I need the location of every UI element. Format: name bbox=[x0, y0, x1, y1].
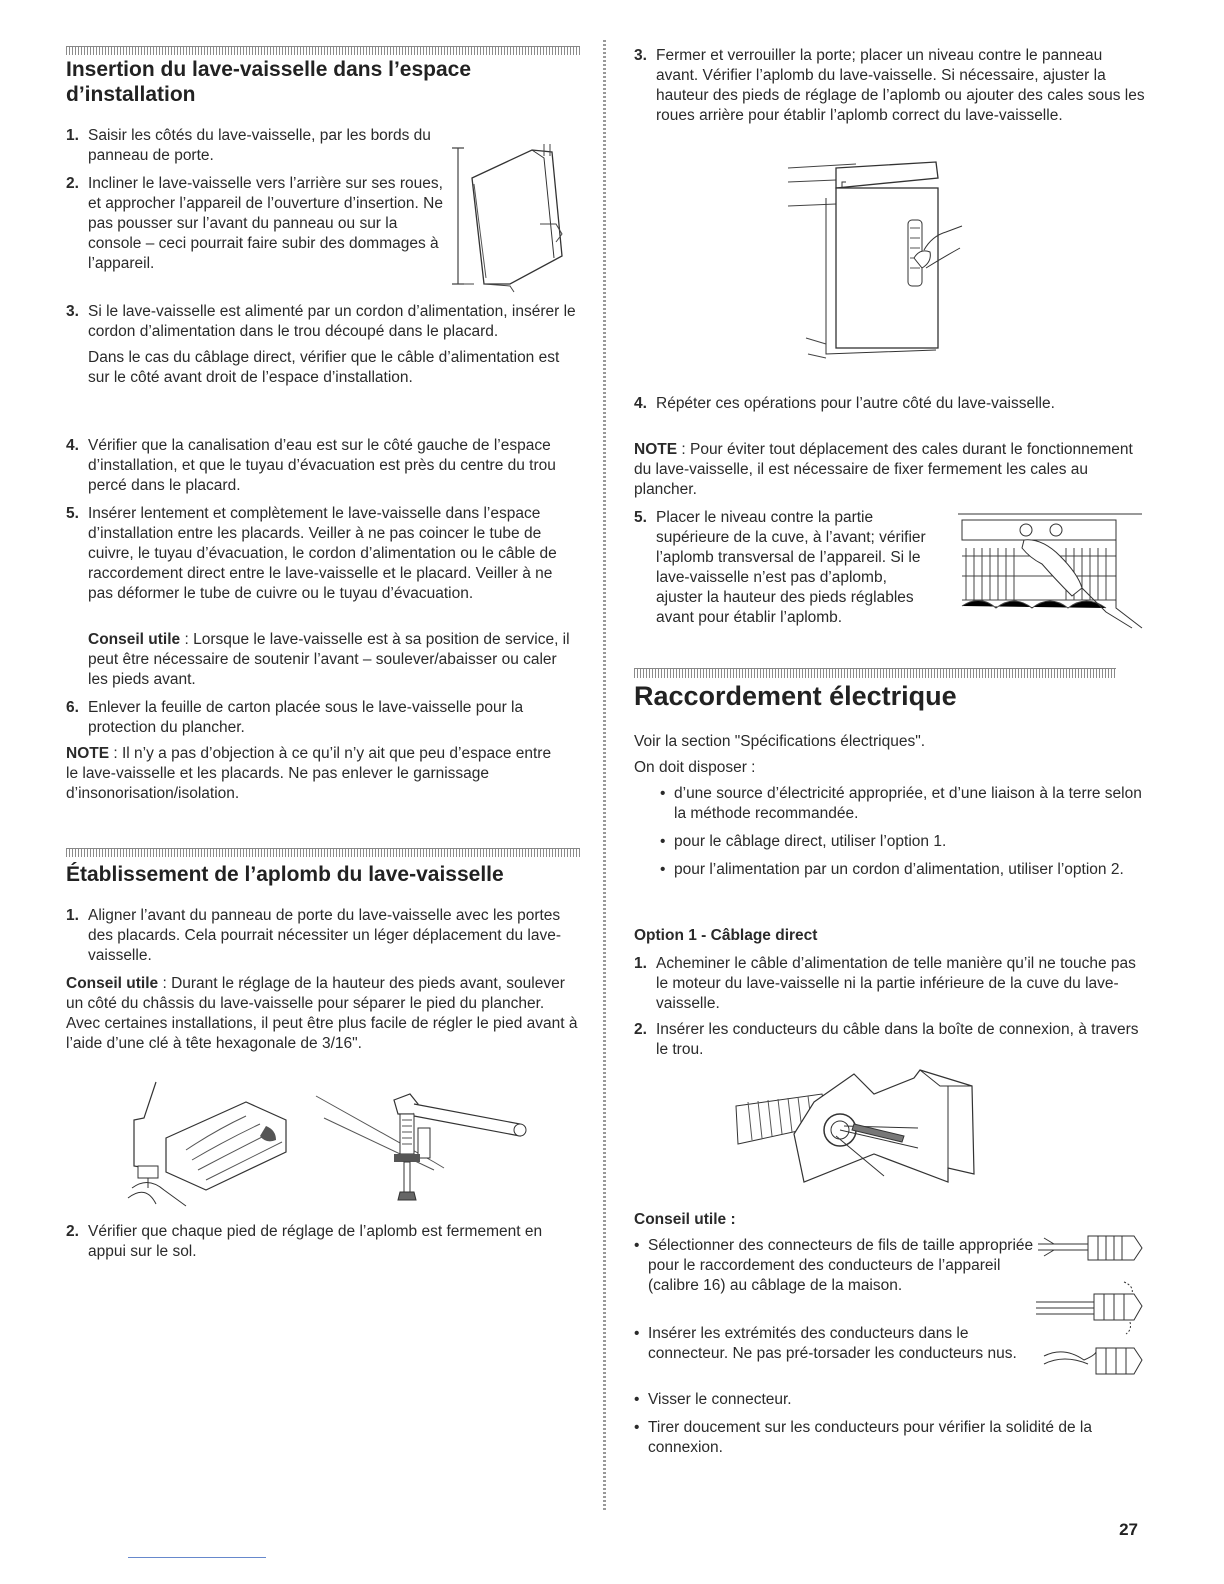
tip-text: : Lorsque le lave-vaisselle est à sa position de service, il peut être nécessaire de soutenir l’avant – soulever/abaisser ou caler les pieds avant. bbox=[88, 631, 570, 688]
list-item: • Visser le connecteur. bbox=[634, 1390, 1146, 1410]
tip-text: : Durant le réglage de la hauteur des pieds avant, soulever un côté du châssis du lave-vaisselle pour séparer le pied du plancher. Avec certaines installations, il peut être plus facile de régler le pied avant à l’aide d’une clé à tête hexagonale de 3/16". bbox=[66, 975, 578, 1052]
step-number: 4. bbox=[634, 395, 647, 412]
step-number: 2. bbox=[634, 1021, 647, 1038]
page-number: 27 bbox=[1119, 1520, 1138, 1539]
insertion-step-5 bbox=[66, 504, 580, 604]
insertion-step-1 bbox=[66, 126, 446, 166]
step-number: 1. bbox=[66, 907, 79, 924]
insertion-note bbox=[66, 744, 566, 804]
dishwasher-tilt-illustration bbox=[444, 138, 584, 298]
leveling-step-5 bbox=[634, 508, 934, 628]
section-leveling bbox=[66, 848, 580, 887]
intro-text: Voir la section "Spécifications électriques". bbox=[634, 733, 926, 750]
note-text: : Pour éviter tout déplacement des cales durant le fonctionnement du lave-vaisselle, il est nécessaire de fixer fermement les cales au plancher. bbox=[634, 441, 1133, 498]
leveling-note bbox=[634, 440, 1140, 500]
tub-level-illustration bbox=[956, 508, 1146, 632]
list-item: • d’une source d’électricité appropriée, et d’une liaison à la terre selon la méthode recommandée. bbox=[660, 784, 1146, 824]
step-number: 3. bbox=[634, 47, 647, 64]
hex-key-illustration bbox=[314, 1084, 534, 1208]
column-divider bbox=[603, 40, 606, 1510]
section-title-electrical: Raccordement électrique bbox=[634, 681, 957, 711]
section-rule bbox=[634, 668, 1116, 678]
step-number: 5. bbox=[66, 505, 79, 522]
step-text: Vérifier que la canalisation d’eau est sur le côté gauche de l’espace d’installation, et que le tuyau d’évacuation est près du centre du trou percé dans le placard. bbox=[88, 437, 556, 494]
insertion-step-4 bbox=[66, 436, 580, 496]
tip-bullet-2 bbox=[634, 1324, 1034, 1364]
electrical-intro bbox=[634, 732, 1146, 778]
section-electrical bbox=[634, 668, 1116, 712]
step-number: 3. bbox=[66, 303, 79, 320]
section-rule bbox=[66, 848, 580, 857]
need-text: On doit disposer : bbox=[634, 759, 756, 776]
tip-title: Conseil utile : bbox=[634, 1211, 736, 1228]
electrical-requirements-list bbox=[660, 784, 1146, 880]
option-step-1 bbox=[634, 954, 1146, 1014]
step-continuation: Dans le cas du câblage direct, vérifier que le câble d’alimentation est sur le côté avant droit de l’espace d’installation. bbox=[88, 349, 560, 386]
tip-label: Conseil utile bbox=[66, 975, 159, 992]
step-number: 2. bbox=[66, 175, 79, 192]
leveling-step-1 bbox=[66, 906, 580, 966]
step-text: Incliner le lave-vaisselle vers l’arrière sur ses roues, et approcher l’appareil de l’ouverture d’insertion. Ne pas pousser sur l’avant du panneau ou sur la console – ceci pourrait faire subir des dommages à l’appareil. bbox=[88, 175, 443, 272]
electrical-tip bbox=[634, 1210, 1146, 1230]
note-text: : Il n’y a pas d’objection à ce qu’il n’y ait que peu d’espace entre le lave-vaisselle et les placards. Ne pas enlever le garnissage d’insonorisation/isolation. bbox=[66, 745, 552, 802]
step-text: Saisir les côtés du lave-vaisselle, par les bords du panneau de porte. bbox=[88, 127, 431, 164]
step-text: Fermer et verrouiller la porte; placer un niveau contre le panneau avant. Vérifier l’aplomb du lave-vaisselle. Si nécessaire, ajuster la hauteur des pieds de réglage de l’aplomb ou ajouter des cales sous les roues arrière pour établir l’aplomb correct du lave-vaisselle. bbox=[656, 47, 1145, 124]
list-item: • Insérer les extrémités des conducteurs dans le connecteur. Ne pas pré-torsader les conducteurs nus. bbox=[634, 1324, 1034, 1364]
tip-label: Conseil utile bbox=[88, 631, 181, 648]
note-label: NOTE bbox=[634, 441, 678, 458]
tip-bullet-4 bbox=[634, 1418, 1146, 1458]
junction-box-illustration bbox=[734, 1064, 984, 1190]
step-number: 5. bbox=[634, 509, 647, 526]
wire-connector-illustration bbox=[1034, 1230, 1146, 1380]
insertion-step-2 bbox=[66, 174, 444, 274]
insertion-step-6 bbox=[66, 698, 580, 738]
step-text: Si le lave-vaisselle est alimenté par un cordon d’alimentation, insérer le cordon d’alimentation dans le trou découpé dans le placard. bbox=[88, 303, 576, 340]
section-title-leveling: Établissement de l’aplomb du lave-vaisselle bbox=[66, 863, 504, 886]
step-text: Aligner l’avant du panneau de porte du lave-vaisselle avec les portes des placards. Cela pourrait nécessiter un léger déplacement du lave-vaisselle. bbox=[88, 907, 562, 964]
step-text: Placer le niveau contre la partie supérieure de la cuve, à l’avant; vérifier l’aplomb transversal de l’appareil. Si le lave-vaisselle n’est pas d’aplomb, ajuster la hauteur des pieds réglables avant pour établir l’aplomb. bbox=[656, 509, 926, 626]
leveling-tip bbox=[66, 974, 580, 1054]
step-text: Insérer les conducteurs du câble dans la boîte de connexion, à travers le trou. bbox=[656, 1021, 1139, 1058]
list-item: • pour l’alimentation par un cordon d’alimentation, utiliser l’option 2. bbox=[660, 860, 1146, 880]
step-number: 6. bbox=[66, 699, 79, 716]
tip-bullet-1 bbox=[634, 1236, 1034, 1296]
leveling-step-3 bbox=[634, 46, 1146, 126]
section-rule bbox=[66, 46, 580, 55]
list-item: • Sélectionner des connecteurs de fils de taille appropriée pour le raccordement des conducteurs de l’appareil (calibre 16) au câblage de la maison. bbox=[634, 1236, 1034, 1296]
step-text: Acheminer le câble d’alimentation de telle manière qu’il ne touche pas le moteur du lave-vaisselle ni la partie inférieure de la cuve du lave-vaisselle. bbox=[656, 955, 1136, 1012]
option-1 bbox=[634, 926, 1146, 946]
step-number: 1. bbox=[634, 955, 647, 972]
step-number: 1. bbox=[66, 127, 79, 144]
list-item: • pour le câblage direct, utiliser l’option 1. bbox=[660, 832, 1146, 852]
step-text: Vérifier que chaque pied de réglage de l’aplomb est fermement en appui sur le sol. bbox=[88, 1223, 543, 1260]
section-insertion bbox=[66, 46, 580, 107]
wrench-foot-illustration bbox=[126, 1080, 296, 1208]
insertion-step-3 bbox=[66, 302, 580, 388]
step-number: 2. bbox=[66, 1223, 79, 1240]
option-step-2 bbox=[634, 1020, 1146, 1060]
step-text: Insérer lentement et complètement le lave-vaisselle dans l’espace d’installation entre les placards. Veiller à ne pas coincer le tube de cuivre, le tuyau d’évacuation, le cordon d’alimentation ou le câble de raccordement direct entre le lave-vaisselle et le placard. Veiller à ne pas déformer le tube de cuivre ou le tuyau d’évacuation. bbox=[88, 505, 557, 602]
step-number: 4. bbox=[66, 437, 79, 454]
option-title: Option 1 - Câblage direct bbox=[634, 927, 818, 944]
tip-bullet-3 bbox=[634, 1390, 1146, 1410]
note-label: NOTE bbox=[66, 745, 110, 762]
leveling-step-4 bbox=[634, 394, 1146, 414]
step-text: Enlever la feuille de carton placée sous le lave-vaisselle pour la protection du plancher. bbox=[88, 699, 524, 736]
step-text: Répéter ces opérations pour l’autre côté du lave-vaisselle. bbox=[656, 395, 1055, 412]
list-item: • Tirer doucement sur les conducteurs pour vérifier la solidité de la connexion. bbox=[634, 1418, 1146, 1458]
door-level-illustration bbox=[786, 158, 966, 370]
leveling-step-2 bbox=[66, 1222, 580, 1262]
section-title-insertion: Insertion du lave-vaisselle dans l’espace d’installation bbox=[66, 58, 472, 106]
footer-rule bbox=[128, 1557, 266, 1558]
insertion-tip bbox=[88, 630, 580, 690]
